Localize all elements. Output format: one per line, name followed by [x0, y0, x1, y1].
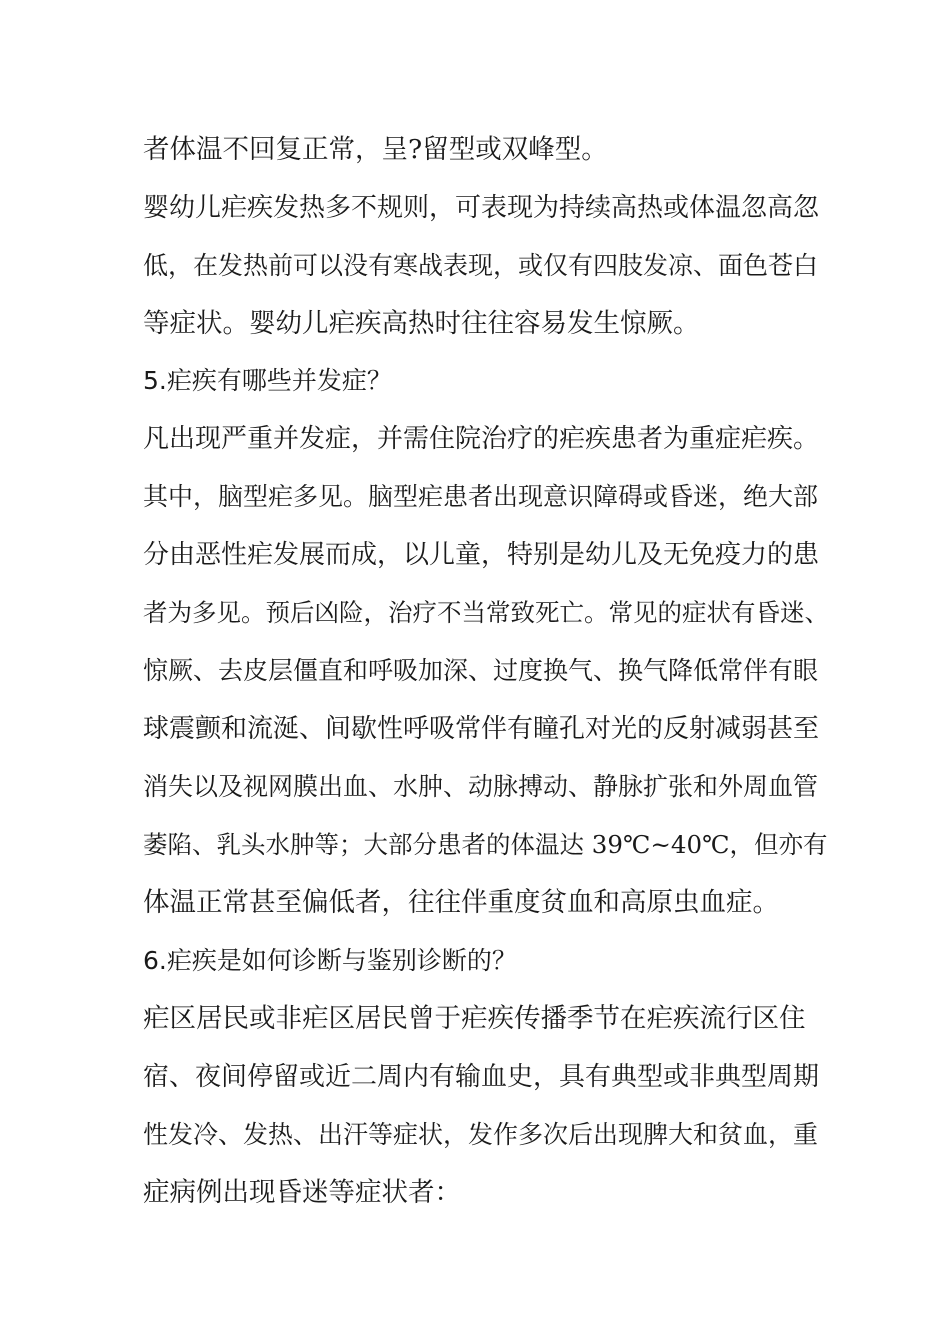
- paragraph-line: 凡出现严重并发症，并需住院治疗的疟疾患者为重症疟疾。: [143, 424, 820, 454]
- paragraph-line: 婴幼儿疟疾发热多不规则，可表现为持续高热或体温忽高忽: [143, 193, 820, 223]
- paragraph-line: 球震颤和流涎、间歇性呼吸常伴有瞳孔对光的反射减弱甚至: [143, 714, 820, 744]
- paragraph-line: 宿、夜间停留或近二周内有输血史，具有典型或非典型周期: [143, 1062, 820, 1092]
- paragraph-line: 疟区居民或非疟区居民曾于疟疾传播季节在疟疾流行区住: [143, 1003, 806, 1034]
- section-heading: 6.疟疾是如何诊断与鉴别诊断的？: [143, 946, 517, 975]
- paragraph-line: 分由恶性疟发展而成，以儿童，特别是幼儿及无免疫力的患: [143, 540, 820, 570]
- paragraph-line: 其中，脑型疟多见。脑型疟患者出现意识障碍或昏迷，绝大部: [143, 482, 819, 511]
- paragraph-line: 消失以及视网膜出血、水肿、动脉搏动、静脉扩张和外周血管: [143, 772, 819, 801]
- paragraph-line: 症病例出现昏迷等症状者：: [143, 1177, 461, 1208]
- section-heading: 5.疟疾有哪些并发症？: [143, 366, 392, 395]
- paragraph-line: 性发冷、发热、出汗等症状，发作多次后出现脾大和贫血，重: [143, 1120, 819, 1149]
- paragraph-line: 者为多见。预后凶险，治疗不当常致死亡。常见的症状有昏迷、: [143, 598, 829, 627]
- paragraph-line: 萎陷、乳头水肿等；大部分患者的体温达 39℃~40℃，但亦有: [143, 830, 828, 859]
- paragraph-line: 者体温不回复正常，呈?留型或双峰型。: [143, 134, 608, 165]
- paragraph-line: 惊厥、去皮层僵直和呼吸加深、过度换气、换气降低常伴有眼: [143, 656, 819, 685]
- paragraph-line: 体温正常甚至偏低者，往往伴重度贫血和高原虫血症。: [143, 887, 779, 918]
- paragraph-line: 等症状。婴幼儿疟疾高热时往往容易发生惊厥。: [143, 308, 700, 339]
- paragraph-line: 低，在发热前可以没有寒战表现，或仅有四肢发凉、面色苍白: [143, 251, 819, 280]
